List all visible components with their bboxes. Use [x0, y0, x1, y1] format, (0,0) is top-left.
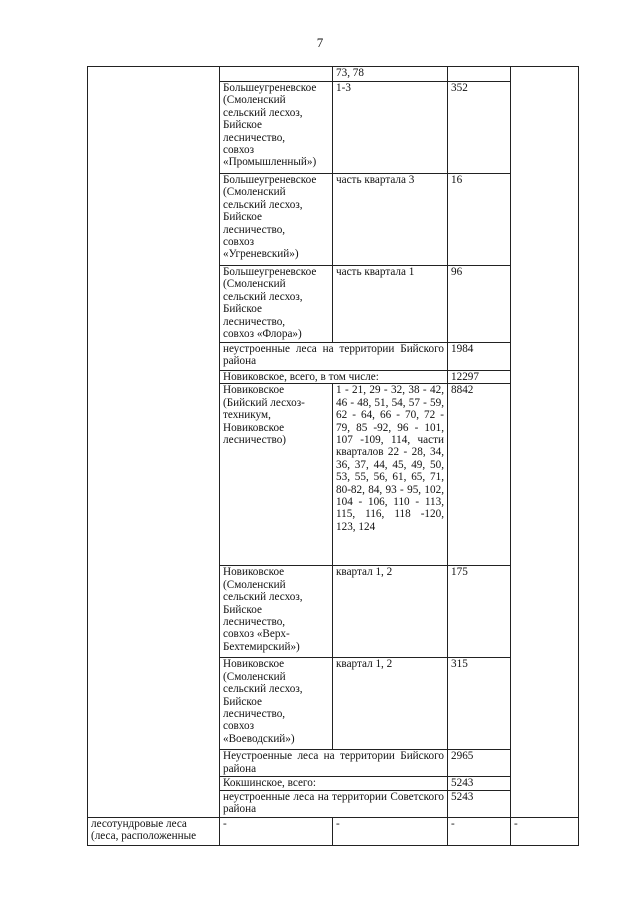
area-cell: 5243	[448, 777, 511, 790]
table-row	[88, 67, 579, 82]
area-cell: -	[448, 817, 511, 845]
empty-category-cell	[88, 67, 220, 818]
forestry-cell: Большеугреневское (Смоленский сельский лесхоз, Бийское лесничество, совхоз «Флора»)	[220, 266, 333, 343]
empty-notes-cell	[511, 67, 579, 818]
area-cell: 2965	[448, 750, 511, 777]
forest-table	[87, 66, 579, 846]
table-row	[88, 817, 579, 845]
area-cell: 175	[448, 566, 511, 658]
quarters-cell: 1-3	[333, 82, 448, 174]
quarters-cell: 73, 78	[333, 67, 448, 82]
category-cell: лесотундровые леса (леса, расположенные	[88, 817, 220, 845]
forestry-cell: Большеугреневское (Смоленский сельский лесхоз, Бийское лесничество, совхоз «Промышленный»)	[220, 82, 333, 174]
forestry-cell	[220, 67, 333, 82]
area-cell: 315	[448, 658, 511, 750]
area-cell: 8842	[448, 384, 511, 566]
quarters-cell: 1 - 21, 29 - 32, 38 - 42, 46 - 48, 51, 54, 57 - 59, 62 - 64, 66 - 70, 72 - 79, 85 -92, 96 - 101, 107 -109, 114, части кварталов 22 - 28, 34, 36, 37, 44, 45, 49, 50, 53, 55, 56, 61, 65, 71, 80-82, 84, 93 - 95, 102, 104 - 106, 110 - 113, 115, 116, 118 -120, 123, 124	[333, 384, 448, 566]
quarters-cell: часть квартала 1	[333, 266, 448, 343]
unorganized-forests-label: неустроенные леса на территории Советского района	[220, 790, 448, 817]
quarters-cell: квартал 1, 2	[333, 566, 448, 658]
forestry-cell: Новиковское (Бийский лесхоз- техникум, Новиковское лесничество)	[220, 384, 333, 566]
page-number: 7	[316, 35, 324, 50]
area-cell	[448, 67, 511, 82]
unorganized-forests-label: неустроенные леса на территории Бийского района	[220, 343, 448, 371]
district-total-label: Новиковское, всего, в том числе:	[220, 371, 448, 384]
area-cell: 96	[448, 266, 511, 343]
forestry-cell: Новиковское (Смоленский сельский лесхоз, Бийское лесничество, совхоз «Верх- Бехтемирский»)	[220, 566, 333, 658]
forestry-cell: Новиковское (Смоленский сельский лесхоз, Бийское лесничество, совхоз «Воеводский»)	[220, 658, 333, 750]
area-cell: 5243	[448, 790, 511, 817]
quarters-cell: часть квартала 3	[333, 174, 448, 266]
quarters-cell: квартал 1, 2	[333, 658, 448, 750]
forestry-cell: -	[220, 817, 333, 845]
area-cell: 12297	[448, 371, 511, 384]
notes-cell: -	[511, 817, 579, 845]
quarters-cell: -	[333, 817, 448, 845]
area-cell: 16	[448, 174, 511, 266]
area-cell: 352	[448, 82, 511, 174]
district-total-label: Кокшинское, всего:	[220, 777, 448, 790]
unorganized-forests-label: Неустроенные леса на территории Бийского района	[220, 750, 448, 777]
area-cell: 1984	[448, 343, 511, 371]
forestry-cell: Большеугреневское (Смоленский сельский лесхоз, Бийское лесничество, совхоз «Угреневский»)	[220, 174, 333, 266]
